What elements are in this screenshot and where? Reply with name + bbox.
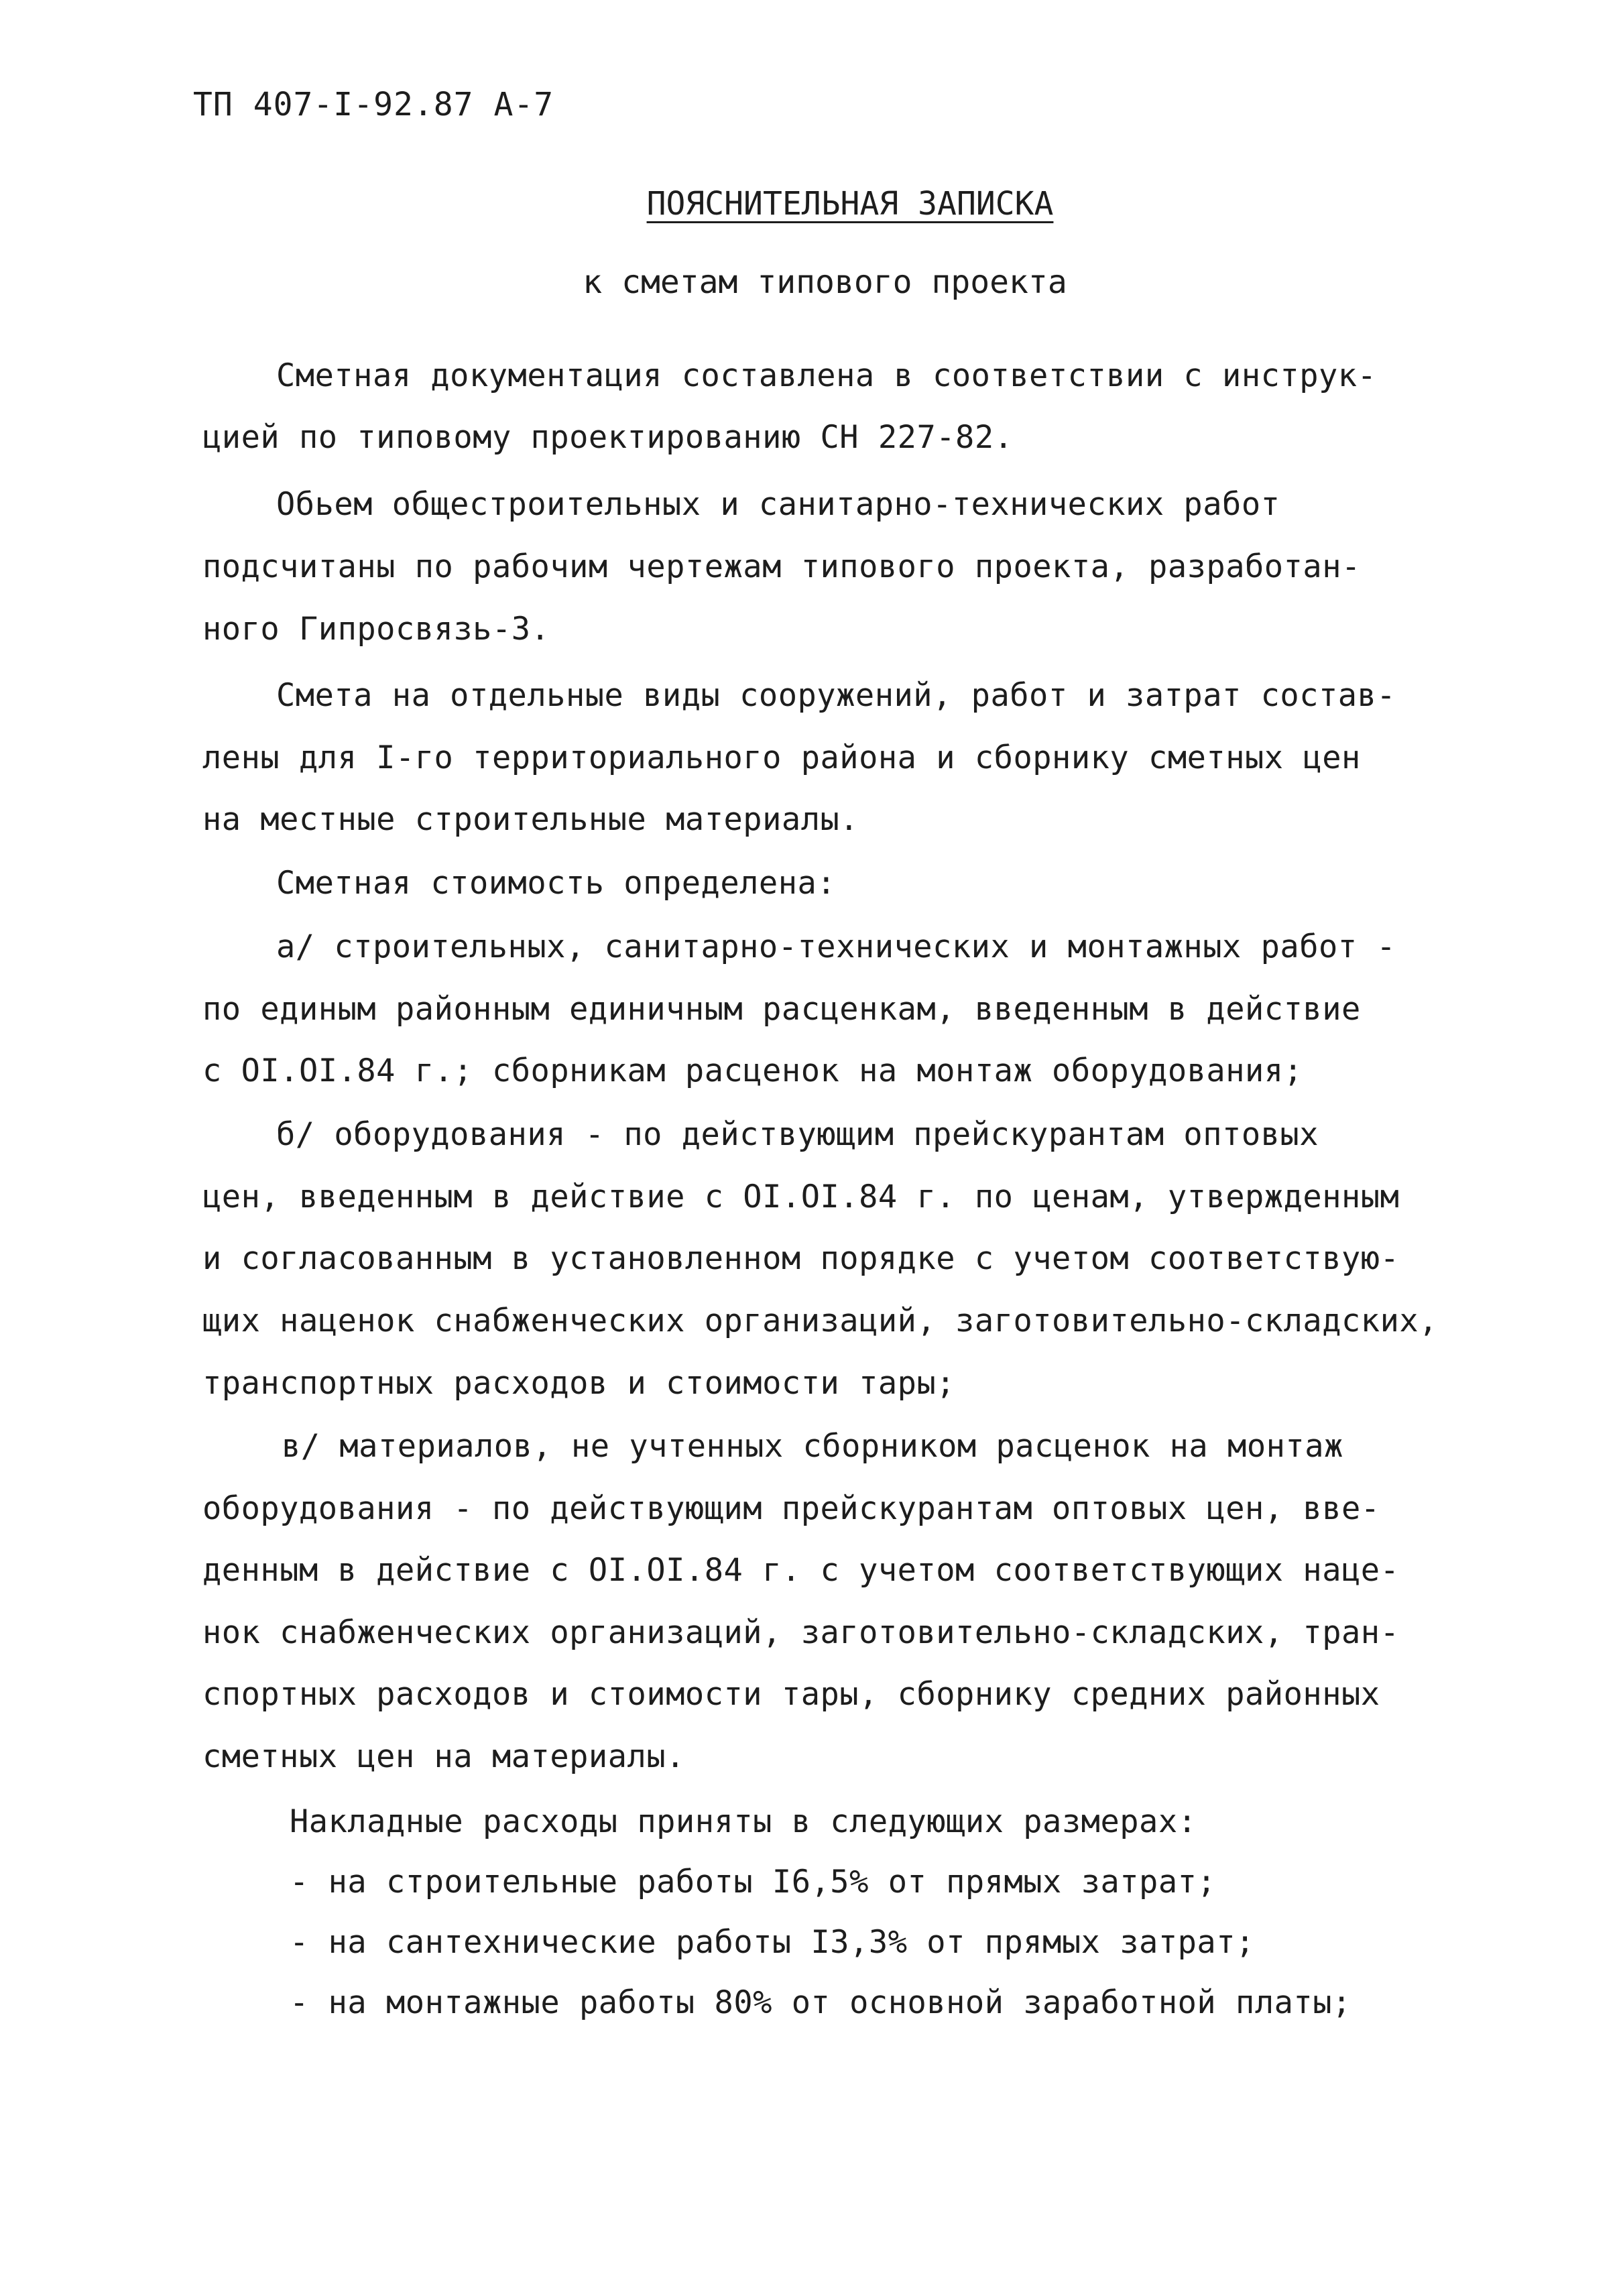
text-line: транспортных расходов и стоимости тары; [202,1365,956,1402]
text-line: по единым районным единичным расценкам, введенным в действие [202,991,1361,1028]
text-line: оборудования - по действующим прейскурантам оптовых цен, вве- [202,1490,1380,1527]
text-line: ного Гипросвязь-3. [202,611,550,648]
text-line: Сметная стоимость определена: [276,865,837,902]
text-line: - на монтажные работы 80% от основной заработной платы; [290,1984,1351,2021]
text-line: цией по типовому проектированию СН 227-82. [202,419,1014,456]
text-line: Сметная документация составлена в соответствии с инструк- [276,357,1377,394]
text-line: сметных цен на материалы. [202,1738,685,1775]
text-line: Смета на отдельные виды сооружений, работ и затрат состав- [276,677,1396,714]
text-line: подсчитаны по рабочим чертежам типового проекта, разработан- [202,548,1361,585]
text-line: б/ оборудования - по действующим прейскурантам оптовых [276,1116,1319,1153]
text-line: - на строительные работы I6,5% от прямых затрат; [290,1864,1217,1900]
text-line: в/ материалов, не учтенных сборником расценок на монтаж [282,1428,1343,1465]
text-line: нок снабженческих организаций, заготовительно-складских, тран- [202,1614,1400,1651]
text-line: Накладные расходы приняты в следующих размерах: [290,1803,1197,1840]
document-code: ТП 407-I-92.87 А-7 [193,86,554,123]
text-line: - на сантехнические работы I3,3% от прямых затрат; [290,1924,1255,1961]
text-line: с OI.OI.84 г.; сборникам расценок на монтаж оборудования; [202,1052,1303,1089]
document-title: ПОЯСНИТЕЛЬНАЯ ЗАПИСКА [646,185,1054,223]
text-line: лены для I-го территориального района и сборнику сметных цен [202,739,1361,776]
document-subtitle: к сметам типового проекта [583,263,1067,301]
text-line: на местные строительные материалы. [202,801,859,838]
text-line: спортных расходов и стоимости тары, сборнику средних районных [202,1676,1380,1713]
text-line: Обьем общестроительных и санитарно-технических работ [276,486,1280,523]
text-line: а/ строительных, санитарно-технических и монтажных работ - [276,928,1396,965]
text-line: денным в действие с OI.OI.84 г. с учетом соответствующих наце- [202,1552,1400,1589]
text-line: щих наценок снабженческих организаций, заготовительно-складских, [202,1303,1438,1339]
text-line: и согласованным в установленном порядке с учетом соответствую- [202,1240,1400,1277]
text-line: цен, введенным в действие с OI.OI.84 г. по ценам, утвержденным [202,1179,1400,1215]
